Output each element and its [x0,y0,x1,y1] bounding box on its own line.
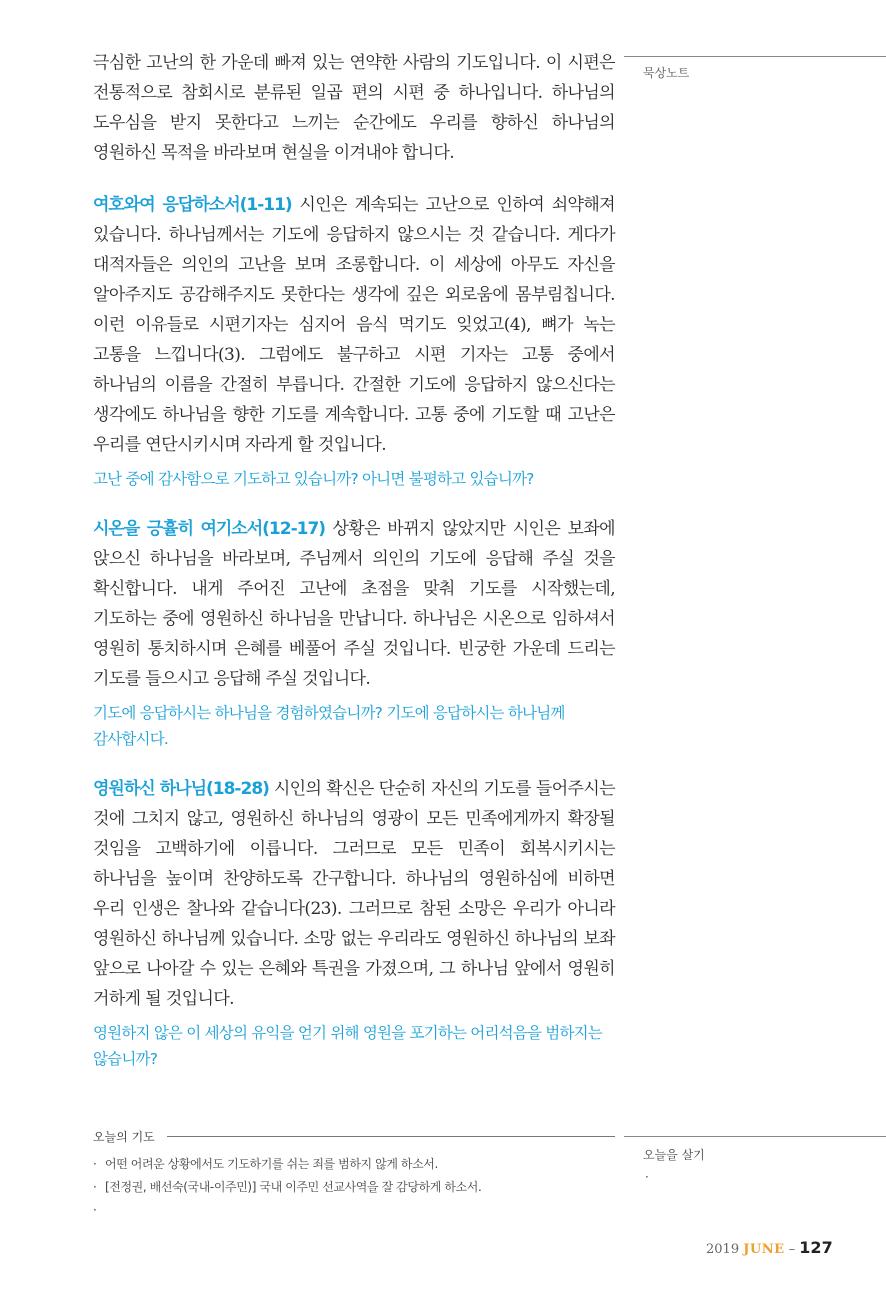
prayer-item: · 어떤 어려운 상황에서도 기도하기를 쉬는 죄를 범하지 않게 하소서. [93,1153,615,1176]
section-2-paragraph [93,514,615,694]
section-3-heading: 영원하신 하나님(18-28) [93,779,269,799]
section-2-question: 기도에 응답하시는 하나님을 경험하였습니까? 기도에 응답하시는 하나님께 감사합시다. [93,704,565,748]
section-1 [93,190,615,492]
footer-year: 2019 [706,1242,740,1257]
section-3-paragraph [93,774,615,1014]
section-1-paragraph [93,190,615,460]
prayer-list [93,1153,615,1222]
page-number: 127 [799,1238,833,1257]
bullet-icon: · [93,1180,97,1194]
prayer-rule [167,1136,615,1137]
prayer-item [93,1199,615,1222]
todays-prayer [93,1128,615,1222]
bullet-icon: · [93,1203,97,1217]
section-3 [93,774,615,1072]
prayer-header [93,1128,615,1145]
bullet-icon: · [645,1170,649,1184]
section-2 [93,514,615,752]
meditation-note-label: 묵상노트 [643,66,690,80]
bullet-icon: · [93,1157,97,1171]
section-1-heading: 여호와여 응답하소서(1-11) [93,195,292,215]
article-body [93,48,615,1072]
section-1-body: 시인은 계속되는 고난으로 인하여 쇠약해져 있습니다. 하나님께서는 기도에 응답하지 않으시는 것 같습니다. 게다가 대적자들은 의인의 고난을 보며 조롱합니다. 이 세상에 아무도 자신을 알아주지도 공감해주지도 못한다는 생각에 깊은 외로움에 몸부림칩니다. 이런 이유들로 시편기자는 심지어 음식 먹기도 잊었고(4), 뼈가 녹는 고통을 느낍니다(3). 그럼에도 불구하고 시편 기자는 고통 중에서 하나님의 이름을 간절히 부릅니다. 간절한 기도에 응답하지 않으신다는 생각에도 하나님을 향한 기도를 계속합니다. 고통 중에 기도할 때 고난은 우리를 연단시키시며 자라게 할 것입니다. [93,195,616,455]
section-3-question: 영원하지 않은 이 세상의 유익을 얻기 위해 영원을 포기하는 어리석음을 범하지는 않습니까? [93,1024,602,1068]
section-1-question: 고난 중에 감사함으로 기도하고 있습니까? 아니면 불평하고 있습니까? [93,470,534,488]
footer-month: JUNE [743,1242,785,1257]
page-footer [706,1238,833,1257]
prayer-title: 오늘의 기도 [93,1130,155,1144]
section-2-body: 상황은 바뀌지 않았지만 시인은 보좌에 앉으신 하나님을 바라보며, 주님께서 의인의 기도에 응답해 주실 것을 확신합니다. 내게 주어진 고난에 초점을 맞춰 기도를 시작했는데, 기도하는 중에 영원하신 하나님을 만납니다. 하나님은 시온으로 임하셔서 영원히 통치하시며 은혜를 베풀어 주실 것입니다. 빈궁한 가운데 드리는 기도를 들으시고 응답해 주실 것입니다. [93,519,616,689]
section-3-body: 시인의 확신은 단순히 자신의 기도를 들어주시는 것에 그치지 않고, 영원하신 하나님의 영광이 모든 민족에게까지 확장될 것임을 고백하기에 이릅니다. 그러므로 모든 민족이 회복시키시는 하나님을 높이며 찬양하도록 간구합니다. 하나님의 영원하심에 비하면 우리 인생은 찰나와 같습니다(23). 그러므로 참된 소망은 우리가 아니라 영원하신 하나님께 있습니다. 소망 없는 우리라도 영원하신 하나님의 보좌 앞으로 나아갈 수 있는 은혜와 특권을 가졌으며, 그 하나님 앞에서 영원히 거하게 될 것입니다. [93,779,615,1009]
live-rule [624,1136,886,1137]
prayer-item: · [전정권, 배선숙(국내-이주민)] 국내 이주민 선교사역을 잘 감당하게 하소서. [93,1176,615,1199]
live-title: 오늘을 살기 [643,1148,705,1162]
footer-dash: – [788,1242,796,1257]
section-2-heading: 시온을 긍휼히 여기소서(12-17) [93,519,326,539]
sidebar-rule [624,56,886,57]
intro-paragraph: 극심한 고난의 한 가운데 빠져 있는 연약한 사람의 기도입니다. 이 시편은 전통적으로 참회시로 분류된 일곱 편의 시편 중 하나입니다. 하나님의 도우심을 받지 못한다고 느끼는 순간에도 우리를 향하신 하나님의 영원하신 목적을 바라보며 현실을 이겨내야 합니다. [93,53,615,163]
